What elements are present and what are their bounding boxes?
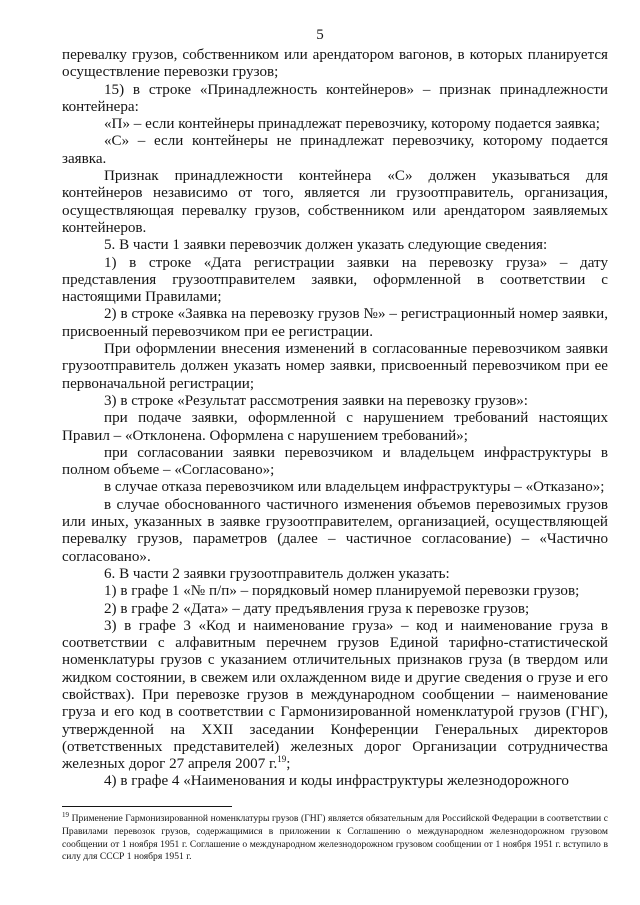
footnote-reference: 19	[277, 754, 287, 765]
footnote-text: Применение Гармонизированной номенклатуры грузов (ГНГ) является обязательным для Российской Федерации в соответствии с Правилами перевозок грузов, содержащимися в приложении к Соглашению о международном железнодорожном грузовом сообщении от 1 ноября 1951 г. Соглашение о международном железнодорожном грузовом сообщении от 1 ноября 1951 г. вступило в силу для СССР 1 ноября 1951 г.	[62, 813, 608, 863]
paragraph-9: При оформлении внесения изменений в согласованные перевозчиком заявки грузоотправитель должен указать номер заявки, присвоенный перевозчиком при ее первоначальной регистрации;	[62, 341, 608, 392]
paragraph-4: «С» – если контейнеры не принадлежат перевозчику, которому подается заявка.	[62, 133, 608, 167]
paragraph-18: 3) в графе 3 «Код и наименование груза» – код и наименование груза в соответствии с алфавитным перечнем грузов Единой тарифно-статистической номенклатуры грузов с указанием отличительных признаков груза (в твердом или жидком состоянии, в свежем или охлажденном виде и другие сведения о грузе и его свойствах). При перевозке грузов в международном сообщении – наименование груза и его код в соответствии с Гармонизированной номенклатурой грузов (ГНГ), утвержденной на XXII заседании Конференции Генеральных директоров (ответственных представителей) железных дорог Организации сотрудничества железных дорог 27 апреля 2007 г.$^{19}$;	[62, 617, 608, 773]
paragraph-16: 1) в графе 1 «№ п/п» – порядковый номер планируемой перевозки грузов;	[104, 583, 580, 600]
paragraph-2: 15) в строке «Принадлежность контейнеров» – признак принадлежности контейнера:	[62, 81, 608, 115]
paragraph-17: 2) в графе 2 «Дата» – дату предъявления груза к перевозке грузов;	[104, 600, 530, 617]
paragraph-10: 3) в строке «Результат рассмотрения заявки на перевозку грузов»:	[104, 392, 528, 409]
paragraph-3: «П» – если контейнеры принадлежат перевозчику, которому подается заявка;	[104, 116, 600, 133]
document-body	[62, 47, 608, 791]
paragraph-11: при подаче заявки, оформленной с нарушением требований настоящих Правил – «Отклонена. Оформлена с нарушением требований»;	[62, 410, 608, 444]
paragraph-8: 2) в строке «Заявка на перевозку грузов №» – регистрационный номер заявки, присвоенный перевозчиком при ее регистрации.	[62, 306, 608, 340]
paragraph-12: при согласовании заявки перевозчиком и владельцем инфраструктуры в полном объеме – «Согласовано»;	[62, 444, 608, 479]
page-number: 5	[316, 27, 324, 43]
paragraph-6: 5. В части 1 заявки перевозчик должен указать следующие сведения:	[104, 237, 548, 254]
paragraph-15: 6. В части 2 заявки грузоотправитель должен указать:	[104, 565, 450, 582]
paragraph-1: перевалку грузов, собственником или арендатором вагонов, в которых планируется осуществление перевозки грузов;	[62, 47, 608, 81]
paragraph-14: в случае обоснованного частичного изменения объемов перевозимых грузов или иных, указанных в заявке грузоотправителем, организацией, осуществляющей перевалку грузов, параметров (далее – частичное согласование) – «Частично согласовано».	[62, 496, 608, 565]
paragraph-18-text: 3) в графе 3 «Код и наименование груза» – код и наименование груза в соответствии с алфавитным перечнем грузов Единой тарифно-статистической номенклатуры грузов с указанием отличительных признаков груза (в твердом или жидком состоянии, в свежем или охлажденном виде и другие сведения о грузе и его свойствах). При перевозке грузов в международном сообщении – наименование груза и его код в соответствии с Гармонизированной номенклатурой грузов (ГНГ), утвержденной на XXII заседании Конференции Генеральных директоров (ответственных представителей) железных дорог Организации сотрудничества железных дорог 27 апреля 2007 г.	[62, 617, 608, 773]
paragraph-5: Признак принадлежности контейнера «С» должен указываться для контейнеров независимо от того, является ли грузоотправитель, организация, осуществляющая перевалку грузов, собственником или арендатором заявляемых контейнеров.	[62, 168, 608, 236]
footnote-marker: 19	[62, 810, 69, 819]
paragraph-7: 1) в строке «Дата регистрации заявки на перевозку груза» – дату представления грузоотправителем заявки, оформленной в соответствии с настоящими Правилами;	[62, 254, 608, 306]
paragraph-19: 4) в графе 4 «Наименования и коды инфраструктуры железнодорожного	[104, 773, 569, 790]
footnote-divider	[62, 806, 232, 807]
paragraph-13: в случае отказа перевозчиком или владельцем инфраструктуры – «Отказано»;	[104, 479, 605, 496]
footnote	[62, 810, 608, 864]
